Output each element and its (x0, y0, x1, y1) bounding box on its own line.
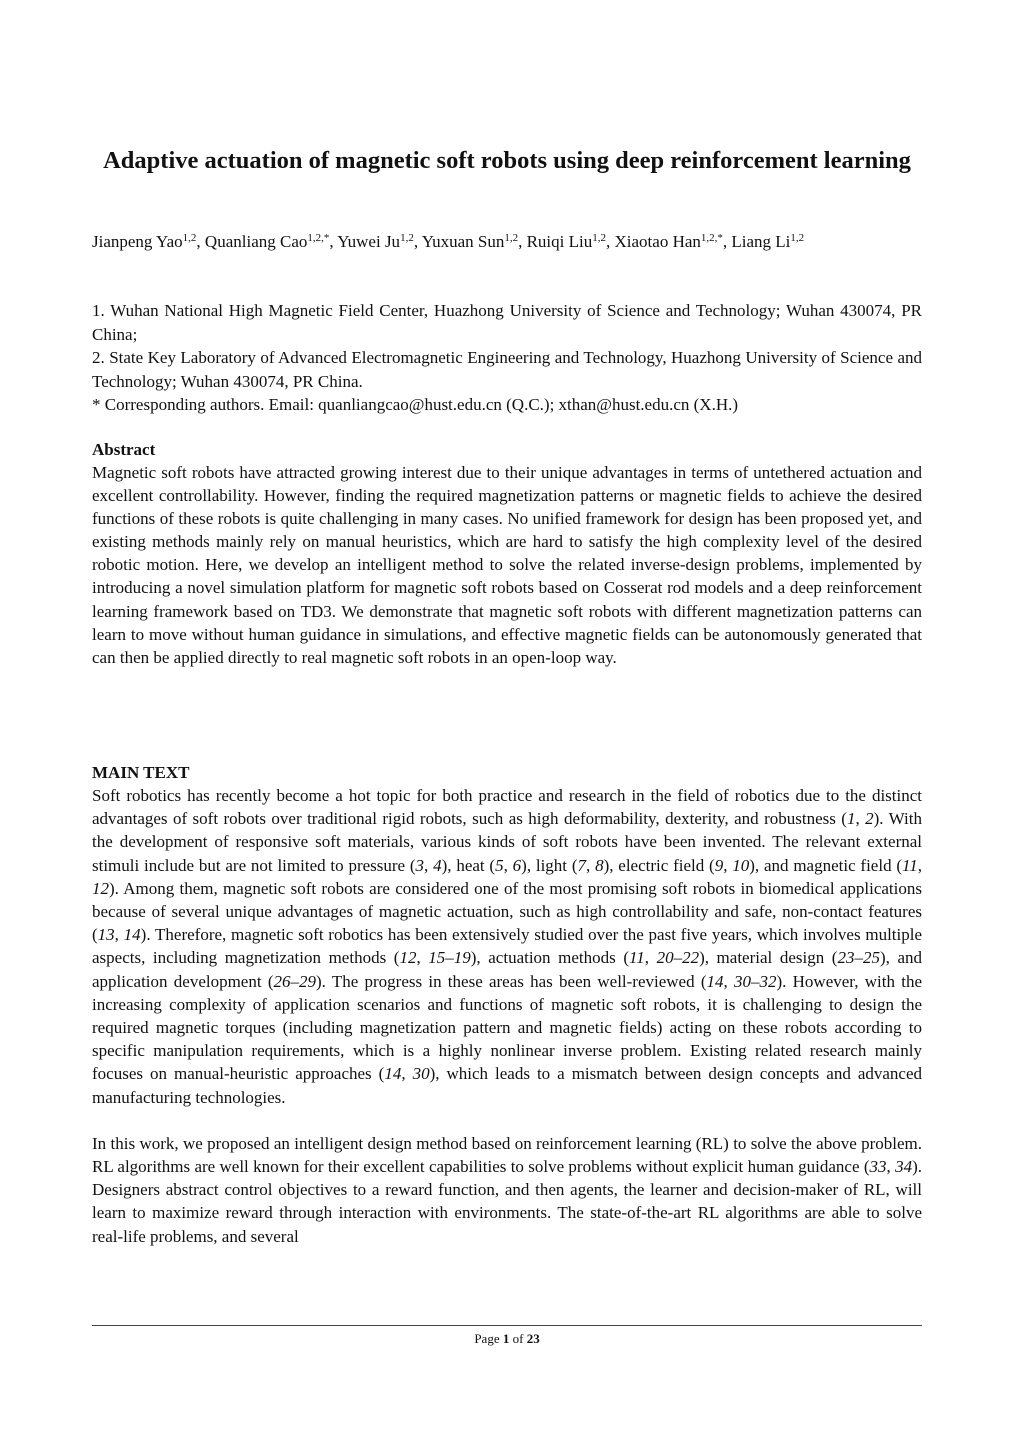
paragraph-text: , (586, 855, 596, 875)
paragraph-text: ), and magnetic field ( (749, 855, 903, 875)
citation-ref: 33 (869, 1157, 887, 1177)
paragraph-text: ). The progress in these areas has been well-reviewed ( (315, 971, 707, 991)
paragraph-text: ), which leads to a mismatch between design concepts and advanced manufacturing technologies. (92, 1064, 923, 1107)
author-affiliation-marker: 1,2 (790, 232, 805, 244)
paragraph-text: , (886, 1157, 896, 1177)
page-number: 1 (502, 1331, 510, 1346)
paragraph-text: ), and application development ( (92, 948, 922, 991)
author-name: Yuwei Ju (337, 232, 401, 251)
citation-ref: 30 (412, 1064, 430, 1084)
citation-ref: 12 (399, 948, 417, 968)
citation-ref: 11 (628, 948, 645, 968)
citation-ref: 4 (433, 855, 442, 875)
paragraph-text: ). With the development of responsive soft materials, various kinds of soft robots have been invented. The relevant external stimuli include but are not limited to pressure ( (92, 809, 922, 875)
citation-ref: 3 (415, 855, 425, 875)
page-total: 23 (526, 1331, 540, 1346)
citation-ref: 23–25 (837, 948, 880, 968)
author-name: Jianpeng Yao (92, 232, 183, 251)
author-name: Ruiqi Liu (526, 232, 593, 251)
paragraph-text: , (644, 948, 657, 968)
paragraph-text: , (503, 855, 513, 875)
paragraph-text: Soft robotics has recently become a hot topic for both practice and research in the field of robotics due to the distinct advantages of soft robots over traditional rigid robots, such as high deformability, dexterity, and robustness ( (92, 786, 922, 829)
main-text-heading: MAIN TEXT (92, 763, 190, 782)
author-affiliation-marker: 1,2,* (307, 232, 330, 244)
paragraph-text: , (723, 971, 734, 991)
paragraph-text: ). However, with the increasing complexity of application scenarios and functions of magnetic soft robots, it is challenging to design the required magnetic torques (including magnetization pattern and magnetic fields) acting on these robots according to specific manipulation requirements, which is a highly nonlinear inverse problem. Existing related research mainly focuses on manual-heuristic approaches ( (92, 971, 923, 1084)
paragraph-text: ), actuation methods ( (470, 948, 629, 968)
citation-ref: 14 (706, 971, 724, 991)
citation-ref: 14 (123, 925, 141, 945)
paragraph-text: , (723, 855, 733, 875)
citation-ref: 14 (384, 1064, 402, 1084)
paragraph-text: , (401, 1064, 413, 1084)
page-footer (92, 1330, 922, 1348)
main-text-section (92, 761, 922, 1248)
corresponding-authors: * Corresponding authors. Email: quanliangcao@hust.edu.cn (Q.C.); xthan@hust.edu.cn (X.H.) (92, 395, 739, 414)
affiliations (92, 299, 922, 417)
paragraph-text: ), material design ( (699, 948, 838, 968)
author-affiliation-marker: 1,2 (592, 232, 606, 244)
citation-ref: 34 (895, 1157, 913, 1177)
abstract-text: Magnetic soft robots have attracted growing interest due to their unique advantages in terms of untethered actuation and excellent controllability. However, finding the required magnetization patterns or magnetic fields to achieve the desired functions of these robots is quite challenging in many cases. No unified framework for design has been proposed yet, and existing methods mainly rely on manual heuristics, which are hard to satisfy the high complexity level of the desired robotic motion. Here, we develop an intelligent method to solve the related inverse-design problems, implemented by introducing a novel simulation platform for magnetic soft robots based on Cosserat rod models and a deep reinforcement learning framework based on TD3. We demonstrate that magnetic soft robots with different magnetization patterns can learn to move without human guidance in simulations, and effective magnetic fields can be autonomously generated that can then be applied directly to real magnetic soft robots in an open-loop way. (92, 463, 922, 667)
abstract-heading: Abstract (92, 440, 156, 459)
citation-ref: 26–29 (273, 971, 316, 991)
author-affiliation-marker: 1,2 (400, 232, 414, 244)
citation-ref: 1 (846, 809, 856, 829)
citation-ref: 11 (902, 855, 918, 875)
affiliation-1: 1. Wuhan National High Magnetic Field Center, Huazhong University of Science and Technology; Wuhan 430074, PR China; (92, 301, 922, 344)
author-name: Liang Li (731, 232, 791, 251)
citation-ref: 15–19 (428, 948, 471, 968)
paragraph-text: ). Therefore, magnetic soft robotics has been extensively studied over the past five years, which involves multiple aspects, including magnetization methods ( (92, 925, 923, 968)
citation-ref: 13 (97, 925, 115, 945)
paragraph-text: ). Among them, magnetic soft robots are considered one of the most promising soft robots in biomedical applications because of several unique advantages of magnetic actuation, such as high controllability and safe, non-contact features ( (92, 878, 922, 945)
paragraph-text: ). Designers abstract control objectives to a reward function, and then agents, the learner and decision-maker of RL, will learn to maximize reward through interaction with environments. The state-of-the-art RL algorithms are able to solve real-life problems, and several (92, 1157, 922, 1246)
author-list: Jianpeng Yao$^{1,2}$, Quanliang Cao$^{1,2,*}$, Yuwei Ju$^{1,2}$, Yuxuan Sun$^{1,2}$, Ruiqi Liu$^{1,2}$, Xiaotao Han$^{1,2,*}$, Liang Li$^{1,2}$ (92, 232, 805, 251)
paragraph-text: , (114, 925, 124, 945)
paragraph-text: , (917, 855, 923, 875)
paragraph-text: ), electric field ( (603, 855, 715, 875)
main-paragraph-1 (92, 784, 922, 1109)
author-affiliation-marker: 1,2 (182, 232, 197, 244)
paragraph-text: , (416, 948, 429, 968)
paragraph-text: , (424, 855, 434, 875)
citation-ref: 30–32 (734, 971, 777, 991)
citation-ref: 7 (577, 855, 586, 875)
paragraph-text: In this work, we proposed an intelligent design method based on reinforcement learning (RL) to solve the above problem. RL algorithms are well known for their excellent capabilities to solve problems without explicit human guidance ( (92, 1133, 922, 1177)
abstract-section (92, 438, 922, 669)
citation-ref: 12 (92, 878, 109, 898)
affiliation-2: 2. State Key Laboratory of Advanced Electromagnetic Engineering and Technology, Huazhong University of Science and Technology; Wuhan 430074, PR China. (92, 348, 922, 391)
paragraph-text: ), heat ( (441, 855, 496, 875)
author-affiliation-marker: 1,2,* (700, 232, 723, 244)
footer-prefix: Page (474, 1331, 503, 1346)
author-name: Xiaotao Han (614, 232, 701, 251)
paragraph-text: ), light ( (521, 855, 578, 875)
citation-ref: 6 (512, 855, 522, 875)
paragraph-text: , (855, 809, 866, 829)
main-paragraph-2 (92, 1132, 922, 1248)
footer-of: of (509, 1331, 527, 1346)
citation-ref: 5 (495, 855, 504, 875)
citation-ref: 8 (595, 855, 604, 875)
footer-divider (92, 1325, 922, 1326)
citation-ref: 10 (732, 855, 750, 875)
author-name: Yuxuan Sun (421, 232, 505, 251)
author-affiliation-marker: 1,2 (504, 232, 519, 244)
citation-ref: 2 (865, 809, 874, 829)
citation-ref: 9 (714, 855, 724, 875)
paper-title: Adaptive actuation of magnetic soft robots using deep reinforcement learning (103, 147, 911, 174)
author-name: Quanliang Cao (204, 232, 308, 251)
citation-ref: 20–22 (656, 948, 700, 968)
